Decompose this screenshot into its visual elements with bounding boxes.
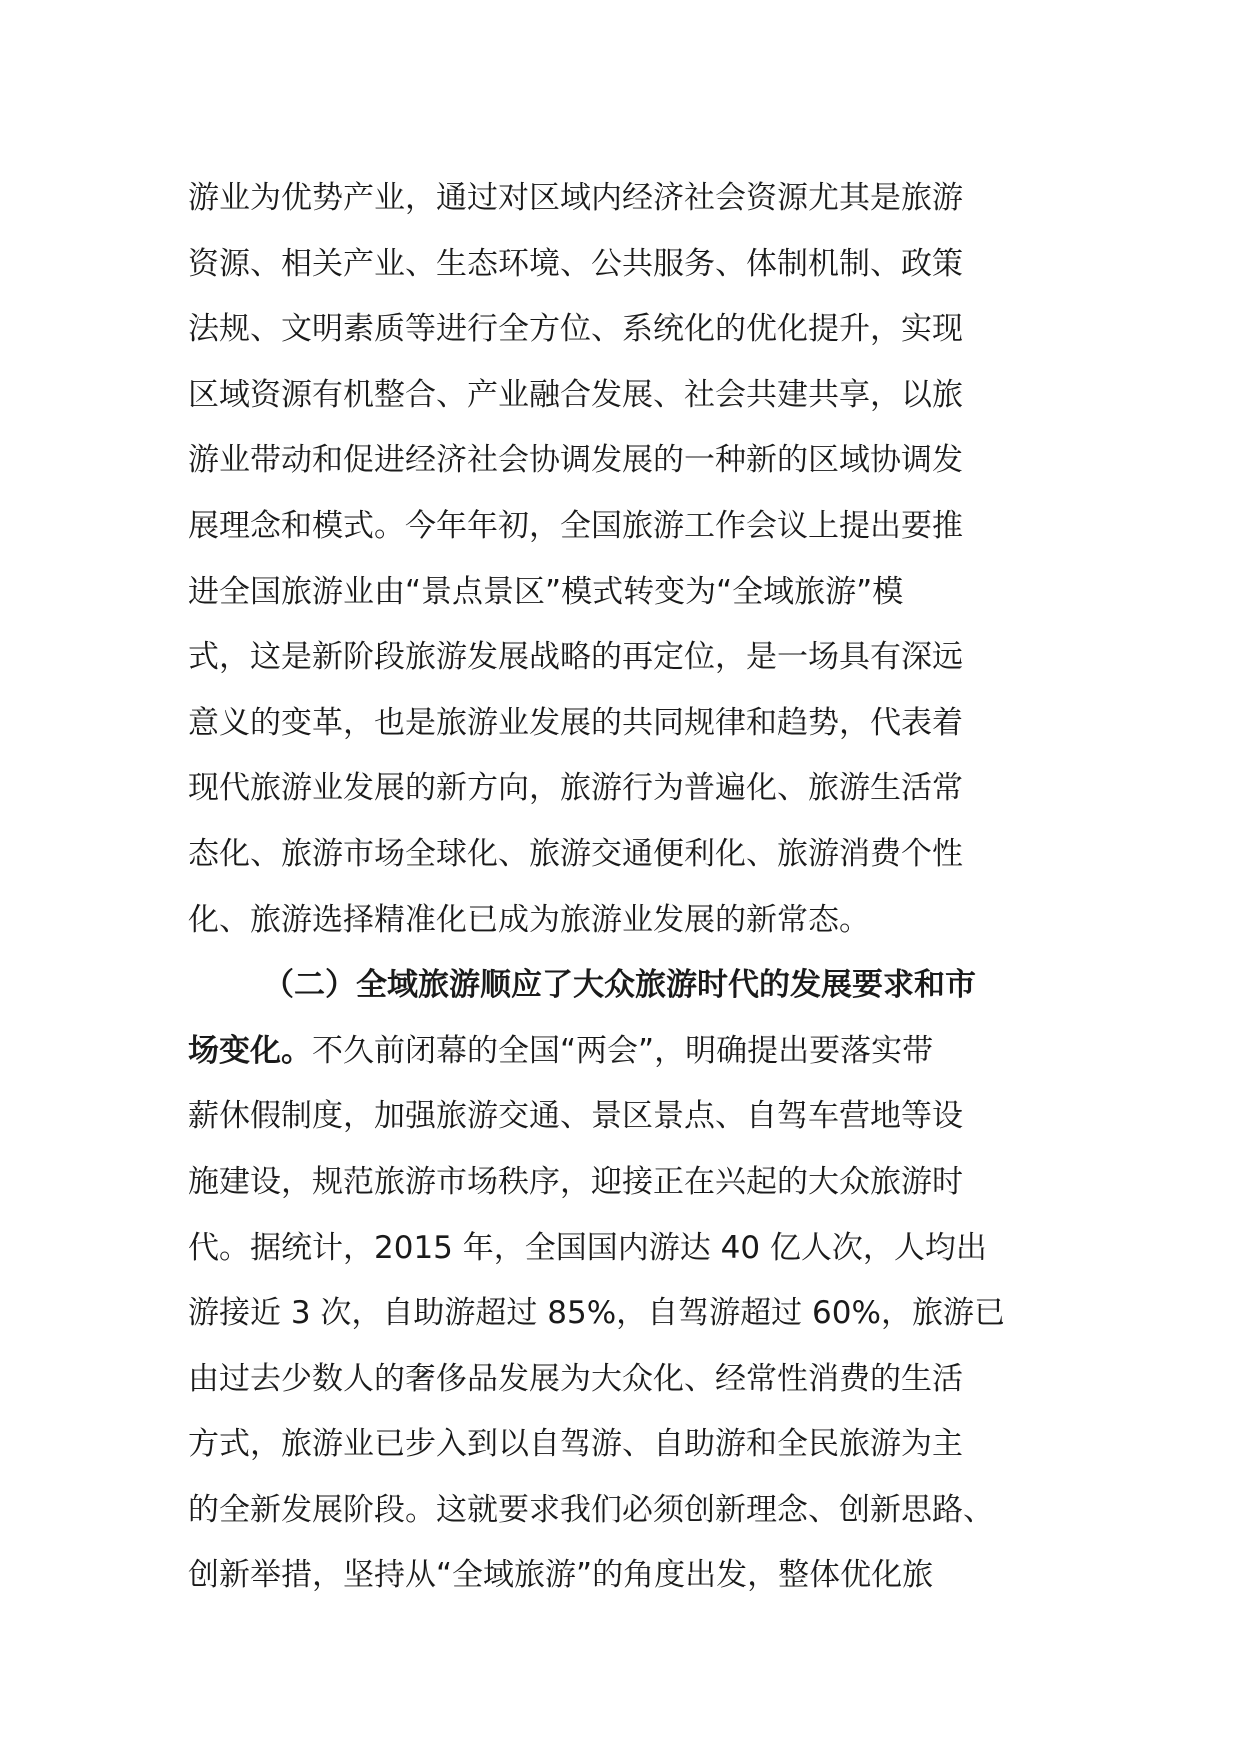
paragraph-line: 游业为优势产业，通过对区域内经济社会资源尤其是旅游 — [188, 180, 963, 216]
paragraph-line: 由过去少数人的奢侈品发展为大众化、经常性消费的生活 — [188, 1360, 963, 1397]
heading-continuation-line — [188, 1019, 1068, 1085]
paragraph-line: 创新举措，坚持从“全域旅游”的角度出发，整体优化旅 — [188, 1557, 934, 1594]
paragraph-line: 区域资源有机整合、产业融合发展、社会共建共享，以旅 — [188, 376, 963, 413]
paragraph-line: 现代旅游业发展的新方向，旅游行为普遍化、旅游生活常 — [188, 770, 963, 807]
section-heading-end: 场变化。 — [188, 1032, 312, 1069]
paragraph-line: 法规、文明素质等进行全方位、系统化的优化提升，实现 — [188, 311, 963, 348]
paragraph-line: 化、旅游选择精准化已成为旅游业发展的新常态。 — [188, 901, 870, 938]
paragraph-line: 的全新发展阶段。这就要求我们必须创新理念、创新思路、 — [188, 1491, 994, 1528]
paragraph-line: 方式，旅游业已步入到以自驾游、自助游和全民旅游为主 — [188, 1426, 963, 1463]
paragraph-line: 薪休假制度，加强旅游交通、景区景点、自驾车营地等设 — [188, 1098, 963, 1135]
paragraph-line: 游接近 3 次，自助游超过 85%，自驾游超过 60%，旅游已 — [188, 1295, 1005, 1332]
paragraph-line: 进全国旅游业由“景点景区”模式转变为“全域旅游”模 — [188, 573, 904, 610]
paragraph-line: 展理念和模式。今年年初，全国旅游工作会议上提出要推 — [188, 507, 963, 544]
paragraph-line: 游业带动和促进经济社会协调发展的一种新的区域协调发 — [188, 442, 963, 479]
paragraph-text: 不久前闭幕的全国“两会”，明确提出要落实带 — [312, 1032, 934, 1069]
paragraph-line: 态化、旅游市场全球化、旅游交通便利化、旅游消费个性 — [188, 835, 963, 872]
paragraph-line: 施建设，规范旅游市场秩序，迎接正在兴起的大众旅游时 — [188, 1163, 963, 1200]
paragraph-line: 意义的变革，也是旅游业发展的共同规律和趋势，代表着 — [188, 704, 963, 741]
paragraph-line: 代。据统计，2015 年，全国国内游达 40 亿人次，人均出 — [188, 1229, 987, 1266]
paragraph-line: 式，这是新阶段旅游发展战略的再定位，是一场具有深远 — [188, 639, 963, 676]
body-text — [188, 166, 1068, 1609]
section-heading: （二）全域旅游顺应了大众旅游时代的发展要求和市 — [263, 967, 976, 1004]
paragraph-line: 资源、相关产业、生态环境、公共服务、体制机制、政策 — [188, 245, 963, 282]
